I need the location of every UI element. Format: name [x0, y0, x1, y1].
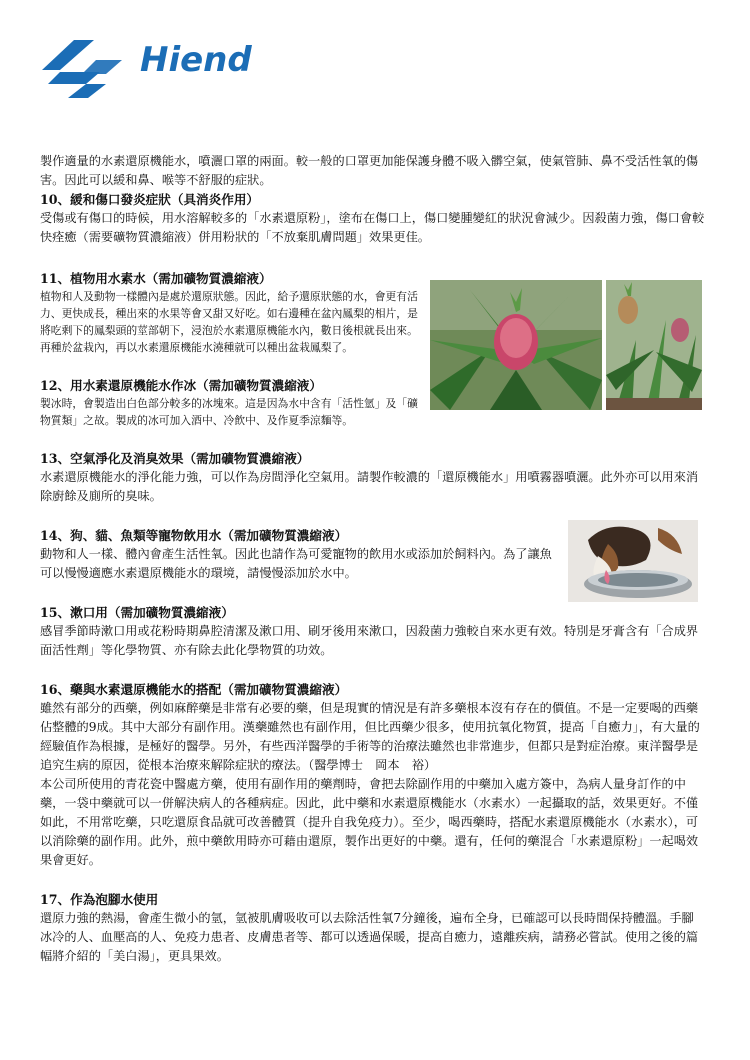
section-14-title: 14、狗、貓、魚類等寵物飲用水（需加礦物質濃縮液） [40, 528, 348, 543]
section-14 [40, 526, 560, 583]
section-17-body: 還原力強的熱湯，會產生微小的氫，氫被肌膚吸收可以去除活性氧7分鐘後，遍布全身，已確認可以長時間保持體溫。手腳冰冷的人、血壓高的人、免疫力患者、皮膚患者等、都可以透過保暖，提高自癒力，遠離疾病，請務必嘗試。使用之後的篇幅將介紹的「美白湯」，更具果效。 [40, 911, 699, 963]
dog-drinking-photo [568, 520, 698, 602]
pineapple-photo-plants [606, 280, 702, 410]
hiend-logo [40, 38, 260, 98]
hiend-logo-text: Hiend [140, 40, 252, 80]
section-11-title: 11、植物用水素水（需加礦物質濃縮液） [40, 271, 272, 286]
section-15-title: 15、漱口用（需加礦物質濃縮液） [40, 605, 234, 620]
section-16-body-2: 本公司所使用的青花瓷中醫處方藥，使用有副作用的藥劑時，會把去除副作用的中藥加入處方簽中，為病人量身訂作的中藥，一袋中藥就可以一併解決病人的各種病症。因此，此中藥和水素還原機能水（水素水）一起攝取的話，效果更好。不僅如此，不用常吃藥，只吃還原食品就可改善體質（提升自我免疫力）。至少，喝西藥時，搭配水素還原機能水（水素水），可以消除藥的副作用。此外，煎中藥飲用時亦可藉由還原，製作出更好的中藥。還有，任何的藥混合「水素還原粉」一起喝效果會更好。 [40, 777, 699, 867]
section-16-title: 16、藥與水素還原機能水的搭配（需加礦物質濃縮液） [40, 682, 348, 697]
section-15-body: 感冒季節時漱口用或花粉時期鼻腔清潔及漱口用、刷牙後用來漱口，因殺菌力強較自來水更有效。特別是牙膏含有「合成界面活性劑」等化學物質、亦有除去此化學物質的功效。 [40, 624, 699, 657]
hiend-logo-mark-icon [40, 38, 132, 98]
section-17-title: 17、作為泡腳水使用 [40, 892, 159, 907]
section-12-title: 12、用水素還原機能水作冰（需加礦物質濃縮液） [40, 378, 322, 393]
section-10-title: 10、緩和傷口發炎症狀（具消炎作用） [40, 192, 260, 207]
pineapple-photo-closeup [430, 280, 602, 410]
section-14-body: 動物和人一樣、體內會產生活性氧。因此也請作為可愛寵物的飲用水或添加於飼料內。為了讓魚可以慢慢適應水素還原機能水的環境，請慢慢添加於水中。 [40, 547, 552, 580]
section-12-body: 製冰時，會製造出白色部分較多的冰塊來。這是因為水中含有「活性氫」及「礦物質類」之故。製成的冰可加入酒中、冷飲中、及作夏季涼麵等。 [40, 397, 418, 427]
intro-paragraph: 製作適量的水素還原機能水，噴灑口罩的兩面。較一般的口罩更加能保護身體不吸入髒空氣，使氣管肺、鼻不受活性氧的傷害。因此可以緩和鼻、喉等不舒服的症狀。 [40, 154, 699, 187]
section-11-body: 植物和人及動物一樣體內是處於還原狀態。因此，給予還原狀態的水，會更有活力、更快成長，種出來的水果等會又甜又好吃。如右邊種在盆內鳳梨的相片，是將吃剩下的鳳梨頭的莖部朝下，浸泡於水素還原機能水內，數日後根就長出來。再種於盆栽內，再以水素還原機能水澆種就可以種出盆栽鳳梨了。 [40, 290, 418, 354]
section-13-body: 水素還原機能水的淨化能力強，可以作為房間淨化空氣用。請製作較濃的「還原機能水」用噴霧器噴灑。此外亦可以用來消除廚餘及廁所的臭味。 [40, 470, 699, 503]
section-11 [40, 269, 420, 429]
section-10-body: 受傷或有傷口的時候，用水溶解較多的「水素還原粉」，塗布在傷口上，傷口變腫變紅的狀況會減少。因殺菌力強，傷口會較快痊癒（需要礦物質濃縮液）併用粉狀的「不放棄肌膚問題」效果更佳。 [40, 211, 705, 244]
section-13-title: 13、空氣淨化及消臭效果（需加礦物質濃縮液） [40, 451, 310, 466]
section-16-body-1: 雖然有部分的西藥，例如麻醉藥是非常有必要的藥，但是現實的情況是有許多藥根本沒有存在的價值。不是一定要喝的西藥佔整體的9成。其中大部分有副作用。漢藥雖然也有副作用，但比西藥少很多，使用抗氧化物質，提高「自癒力」，有大量的經驗值作為根據，是極好的醫學。另外，有些西洋醫學的手術等的治療法雖然也非常進步，但都只是對症治療。東洋醫學是追究生病的原因，從根本治療來解除症狀的療法。（醫學博士 岡本 裕） [40, 701, 700, 772]
